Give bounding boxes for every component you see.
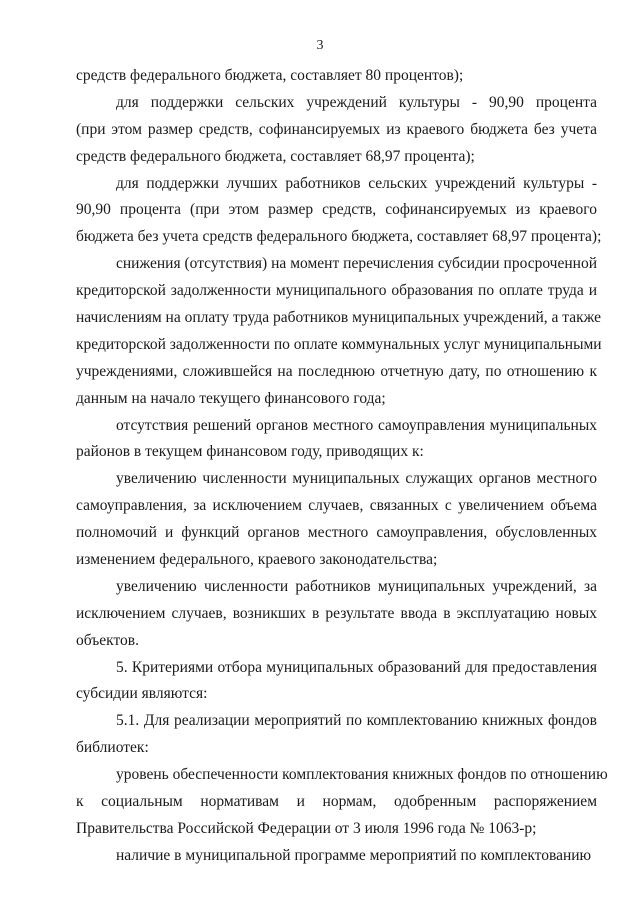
text-line: отсутствия решений органов местного самоуправления муниципальных [116, 416, 597, 434]
text-line: библиотек: [76, 739, 149, 757]
text-line: для поддержки сельских учреждений культуры - 90,90 процента [116, 93, 597, 111]
text-line: полномочий и функций органов местного самоуправления, обусловленных [76, 524, 597, 542]
text-line: кредиторской задолженности по оплате коммунальных услуг муниципальными [76, 335, 602, 353]
document-body [76, 66, 608, 873]
text-line: снижения (отсутствия) на момент перечисления субсидии просроченной [116, 255, 597, 273]
text-line: субсидии являются: [76, 685, 208, 703]
text-line: начислениям на оплату труда работников муниципальных учреждений, а также [76, 309, 602, 327]
text-line: наличие в муниципальной программе мероприятий по комплектованию [116, 846, 592, 864]
text-line: объектов. [76, 631, 139, 649]
text-line: увеличению численности муниципальных служащих органов местного [116, 470, 597, 488]
text-line: для поддержки лучших работников сельских учреждений культуры - [116, 174, 597, 192]
text-line: районов в текущем финансовом году, приводящих к: [76, 443, 424, 461]
text-line: 5. Критериями отбора муниципальных образований для предоставления [116, 658, 597, 676]
text-line: самоуправления, за исключением случаев, связанных с увеличением объема [76, 497, 597, 515]
text-line: 90,90 процента (при этом размер средств, софинансируемых из краевого [76, 201, 597, 219]
text-line: учреждениями, сложившейся на последнюю отчетную дату, по отношению к [76, 362, 597, 380]
text-line: 5.1. Для реализации мероприятий по комплектованию книжных фондов [116, 712, 597, 730]
text-line: средств федерального бюджета, составляет 68,97 процента); [76, 147, 475, 165]
text-line: кредиторской задолженности муниципального образования по оплате труда и [76, 282, 597, 300]
page-number: 3 [316, 38, 324, 53]
text-line: уровень обеспеченности комплектования книжных фондов по отношению [116, 766, 608, 784]
text-line: средств федерального бюджета, составляет 80 процентов); [76, 67, 464, 84]
text-line: бюджета без учета средств федерального бюджета, составляет 68,97 процента); [76, 228, 602, 246]
text-line: изменением федерального, краевого законодательства; [76, 551, 438, 569]
text-line: Правительства Российской Федерации от 3 июля 1996 года № 1063-р; [76, 819, 537, 837]
text-line: к социальным нормативам и нормам, одобренным распоряжением [76, 793, 597, 811]
text-line: данным на начало текущего финансового года; [76, 389, 386, 407]
text-line: исключением случаев, возникших в результате ввода в эксплуатацию новых [76, 604, 597, 622]
text-line: (при этом размер средств, софинансируемых из краевого бюджета без учета [76, 120, 597, 138]
text-line: увеличению численности работников муниципальных учреждений, за [116, 577, 597, 595]
